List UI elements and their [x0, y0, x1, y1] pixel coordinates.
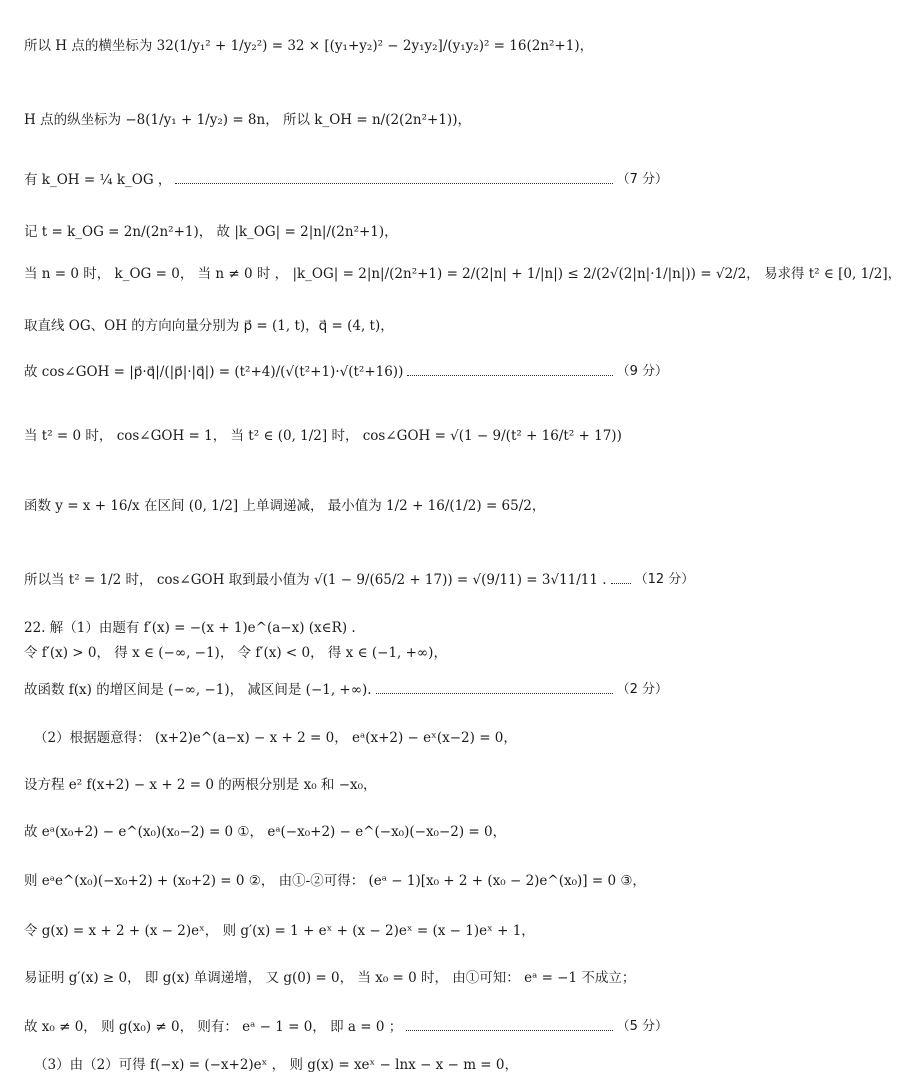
solution-line	[24, 570, 695, 590]
solution-line	[24, 822, 668, 842]
line-text: 故 cos∠GOH = |p⃗·q⃗|/(|p⃗|·|q⃗|) = (t²+4)/(√(t²+1)·√(t²+16))	[24, 364, 404, 380]
solution-line	[24, 968, 668, 988]
line-text: 故 x₀ ≠ 0， 则 g(x₀) ≠ 0， 则有： eᵃ − 1 = 0， 即 a = 0 ；	[24, 1019, 403, 1035]
leader-dots	[611, 582, 631, 584]
leader-dots	[376, 692, 613, 694]
line-text: 所以 H 点的横坐标为 32(1/y₁² + 1/y₂²) = 32 × [(y₁+y₂)² − 2y₁y₂]/(y₁y₂)² = 16(2n²+1)，	[24, 38, 594, 54]
line-text: 故 eᵃ(x₀+2) − e^(x₀)(x₀−2) = 0 ①， eᵃ(−x₀+2) − e^(−x₀)(−x₀−2) = 0，	[24, 824, 507, 840]
solution-line	[24, 264, 901, 284]
solution-line	[24, 871, 668, 891]
line-text: 当 n = 0 时， k_OG = 0， 当 n ≠ 0 时 ， |k_OG| = 2|n|/(2n²+1) = 2/(2|n| + 1/|n|) ≤ 2/(2√(2|n|·1/|n|)) = √2/2， 易求得 t² ∈ [0, 1/2]，	[24, 266, 901, 282]
line-text: 故函数 f(x) 的增区间是 (−∞, −1)， 减区间是 (−1, +∞).	[24, 682, 372, 698]
solution-line	[34, 728, 668, 748]
line-text: 22. 解（1）由题有 f′(x) = −(x + 1)e^(a−x) (x∈R) .	[24, 620, 356, 636]
line-text: （2）根据题意得： (x+2)e^(a−x) − x + 2 = 0， eᵃ(x+2) − eˣ(x−2) = 0，	[34, 730, 517, 746]
solution-line	[34, 1055, 668, 1075]
solution-line	[24, 775, 668, 795]
score-label: （5 分）	[616, 1019, 668, 1034]
solution-line	[24, 921, 668, 941]
solution-line	[24, 110, 668, 130]
line-text: 则 eᵃe^(x₀)(−x₀+2) + (x₀+2) = 0 ②， 由①-②可得： (eᵃ − 1)[x₀ + 2 + (x₀ − 2)e^(x₀)] = 0 ③，	[24, 873, 646, 889]
line-text: （3）由（2）可得 f(−x) = (−x+2)eˣ ， 则 g(x) = xeˣ − lnx − x − m = 0，	[34, 1057, 518, 1073]
line-text: 函数 y = x + 16/x 在区间 (0, 1/2] 上单调递减， 最小值为 1/2 + 16/(1/2) = 65/2，	[24, 498, 546, 514]
solution-line	[24, 643, 668, 663]
line-text: 设方程 e² f(x+2) − x + 2 = 0 的两根分别是 x₀ 和 −x₀，	[24, 777, 377, 793]
score-label: （7 分）	[616, 172, 668, 187]
leader-dots	[175, 182, 612, 184]
leader-dots	[407, 374, 612, 376]
score-label: （9 分）	[616, 364, 668, 379]
solution-line	[24, 618, 668, 638]
solution-line	[24, 680, 668, 700]
solution-line	[24, 426, 668, 446]
line-text: 记 t = k_OG = 2n/(2n²+1)， 故 |k_OG| = 2|n|/(2n²+1)，	[24, 224, 398, 240]
line-text: 取直线 OG、OH 的方向向量分别为 p⃗ = (1, t)，q⃗ = (4, t)，	[24, 318, 394, 334]
solution-line	[24, 36, 668, 56]
leader-dots	[406, 1029, 612, 1031]
solution-line	[24, 170, 668, 190]
line-text: H 点的纵坐标为 −8(1/y₁ + 1/y₂) = 8n， 所以 k_OH = n/(2(2n²+1))，	[24, 112, 471, 128]
solution-line	[24, 1017, 668, 1037]
score-label: （2 分）	[616, 682, 668, 697]
solution-line	[24, 496, 668, 516]
line-text: 易证明 g′(x) ≥ 0， 即 g(x) 单调递增， 又 g(0) = 0， 当 x₀ = 0 时， 由①可知： eᵃ = −1 不成立；	[24, 970, 636, 986]
solution-line	[24, 222, 668, 242]
line-text: 当 t² = 0 时， cos∠GOH = 1， 当 t² ∈ (0, 1/2] 时， cos∠GOH = √(1 − 9/(t² + 16/t² + 17))	[24, 428, 622, 444]
solution-line	[24, 362, 668, 382]
line-text: 有 k_OH = ¼ k_OG ，	[24, 172, 172, 188]
line-text: 所以当 t² = 1/2 时， cos∠GOH 取到最小值为 √(1 − 9/(65/2 + 17)) = √(9/11) = 3√11/11 .	[24, 572, 607, 588]
solution-line	[24, 316, 668, 336]
line-text: 令 f′(x) > 0， 得 x ∈ (−∞, −1)， 令 f′(x) < 0， 得 x ∈ (−1, +∞)，	[24, 645, 447, 661]
line-text: 令 g(x) = x + 2 + (x − 2)eˣ， 则 g′(x) = 1 + eˣ + (x − 2)eˣ = (x − 1)eˣ + 1，	[24, 923, 535, 939]
score-label: （12 分）	[634, 572, 695, 587]
